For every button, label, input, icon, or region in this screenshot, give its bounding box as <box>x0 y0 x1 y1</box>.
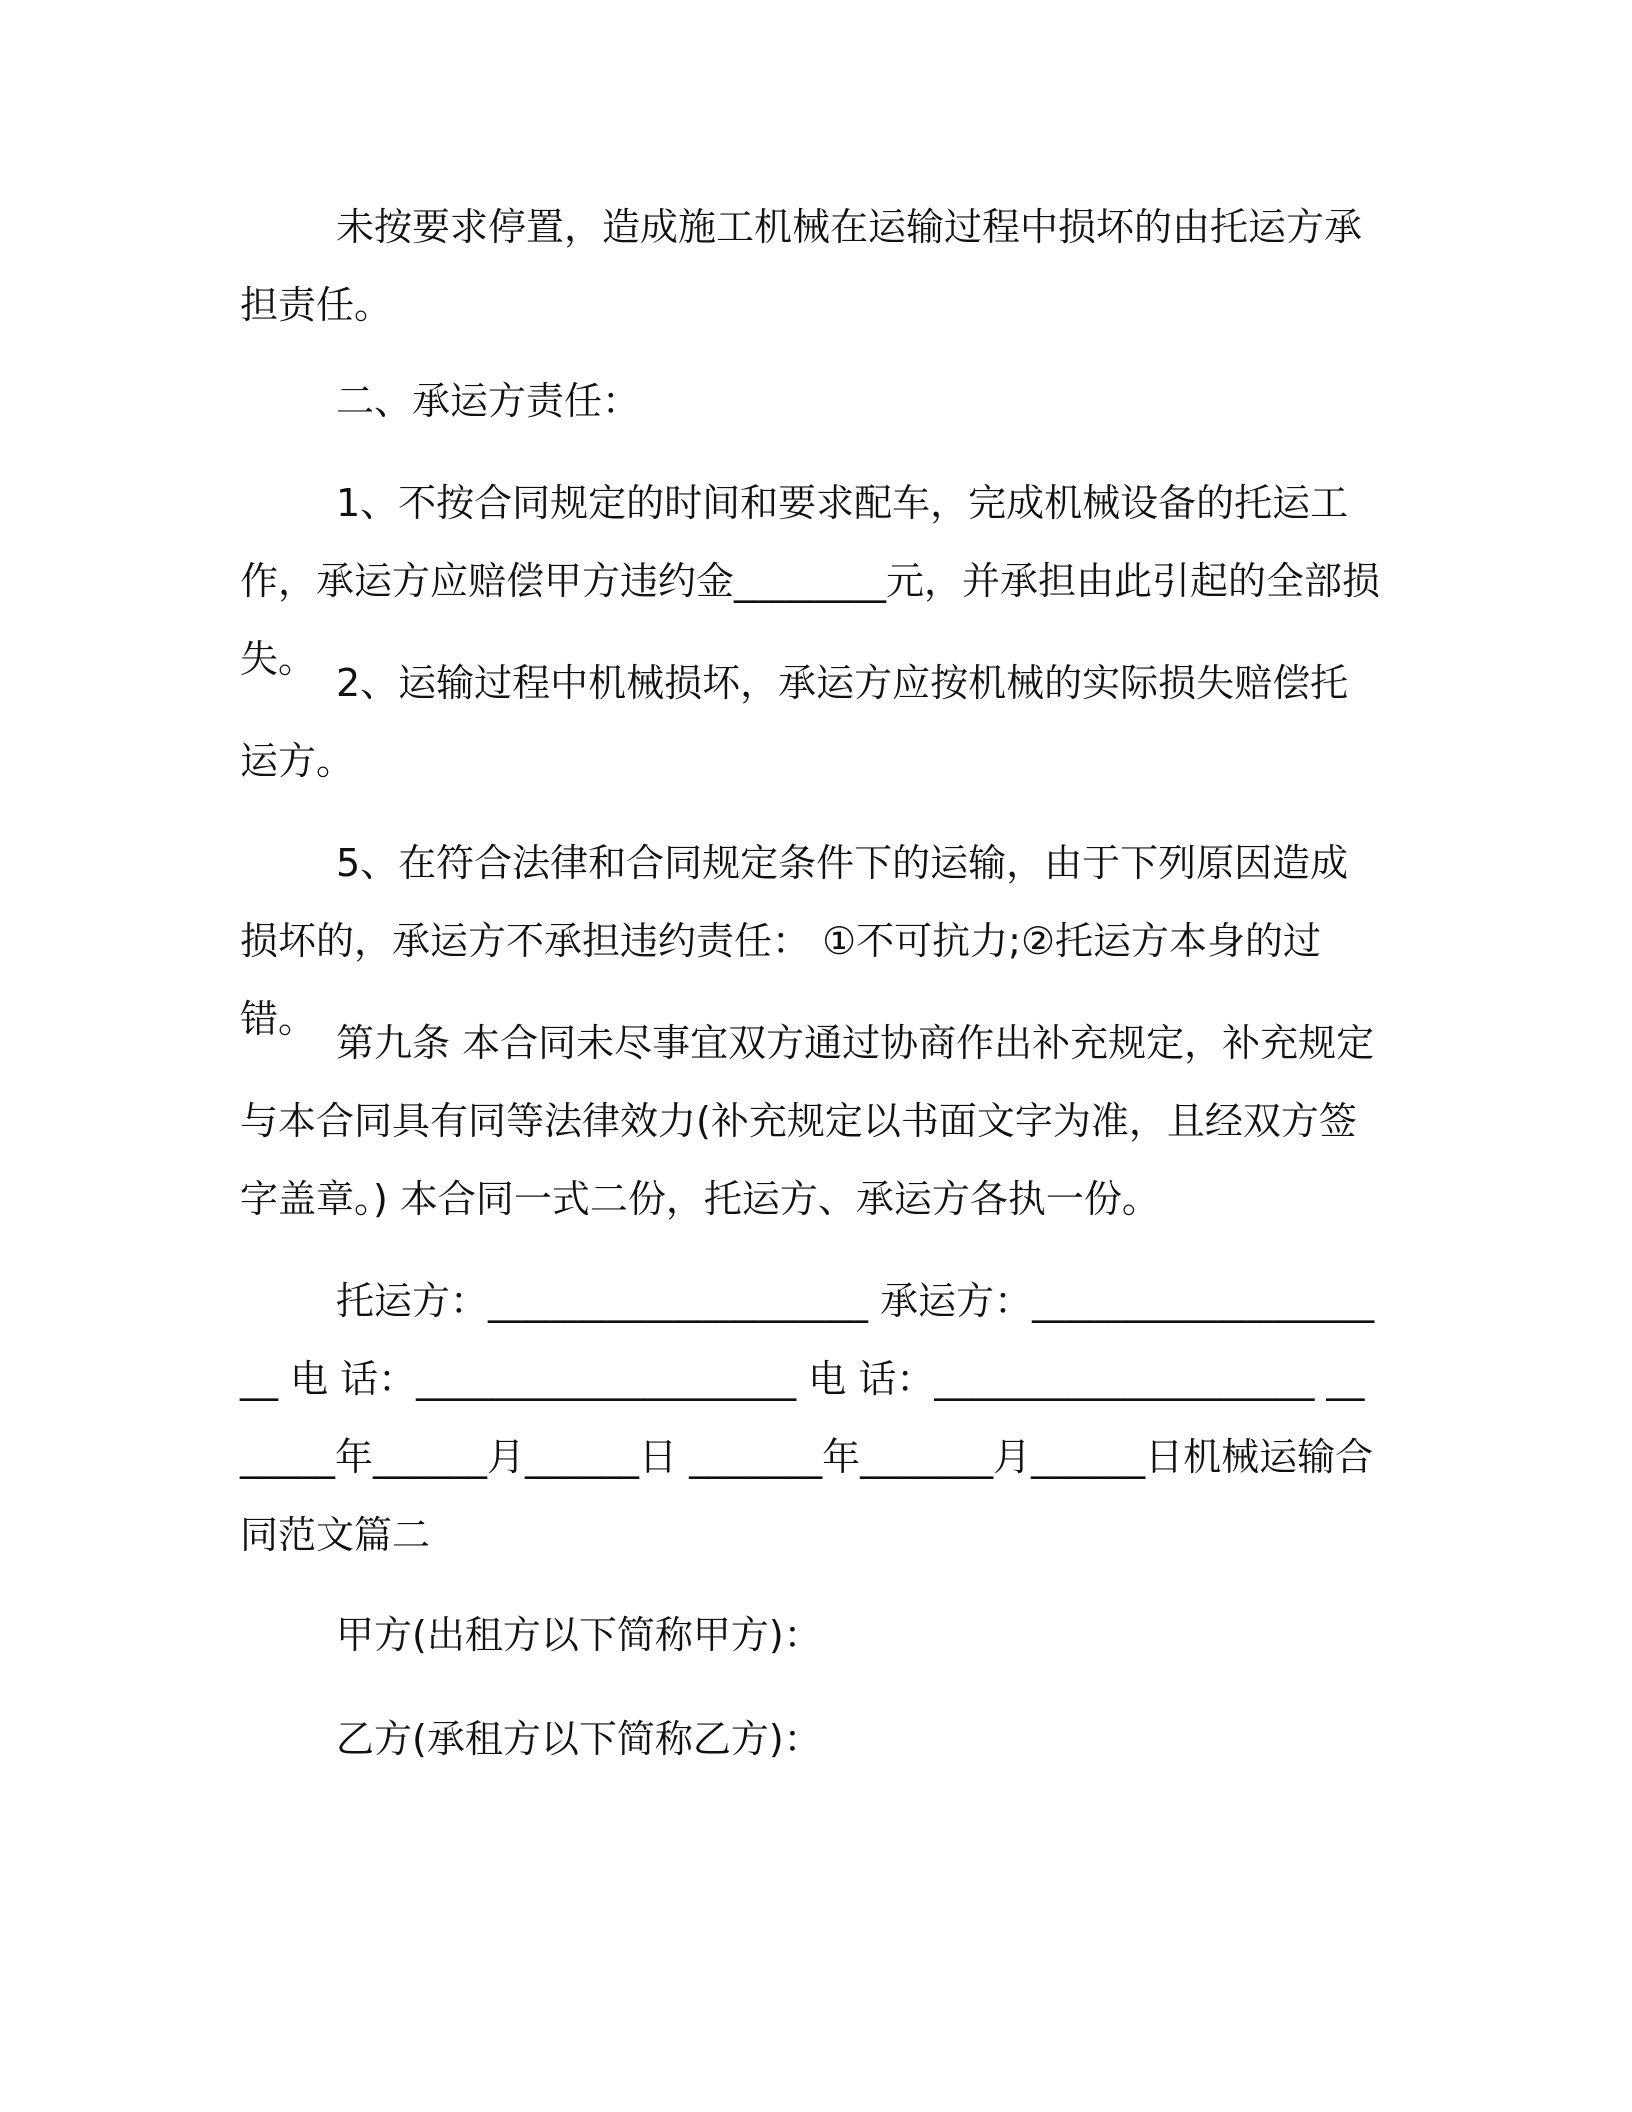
party-a-line: 甲方(出租方以下简称甲方)： <box>336 1613 822 1657</box>
party-b-line: 乙方(承租方以下简称乙方)： <box>336 1717 822 1761</box>
section-heading-carrier-liability: 二、承运方责任： <box>336 379 641 423</box>
signature-block: 托运方：____________________ 承运方：____________________ 电 话：____________________ 电 话：____________________ _______年______月______日 _______年_______月______日机械运输合同范文篇二 <box>240 1279 1375 1557</box>
paragraph-1: 未按要求停置，造成施工机械在运输过程中损坏的由托运方承担责任。 <box>240 205 1363 327</box>
paragraph-clause-5: 5、在符合法律和合同规定条件下的运输，由于下列原因造成损坏的，承运方不承担违约责任： ①不可抗力;②托运方本身的过错。 <box>240 841 1349 1041</box>
paragraph-clause-2: 2、运输过程中机械损坏，承运方应按机械的实际损失赔偿托运方。 <box>240 661 1349 783</box>
paragraph-article-9: 第九条 本合同未尽事宜双方通过协商作出补充规定，补充规定与本合同具有同等法律效力(补充规定以书面文字为准，且经双方签字盖章。) 本合同一式二份，托运方、承运方各执一份。 <box>240 1021 1375 1221</box>
paragraph-clause-1: 1、不按合同规定的时间和要求配车，完成机械设备的托运工作，承运方应赔偿甲方违约金________元，并承担由此引起的全部损失。 <box>240 481 1381 681</box>
